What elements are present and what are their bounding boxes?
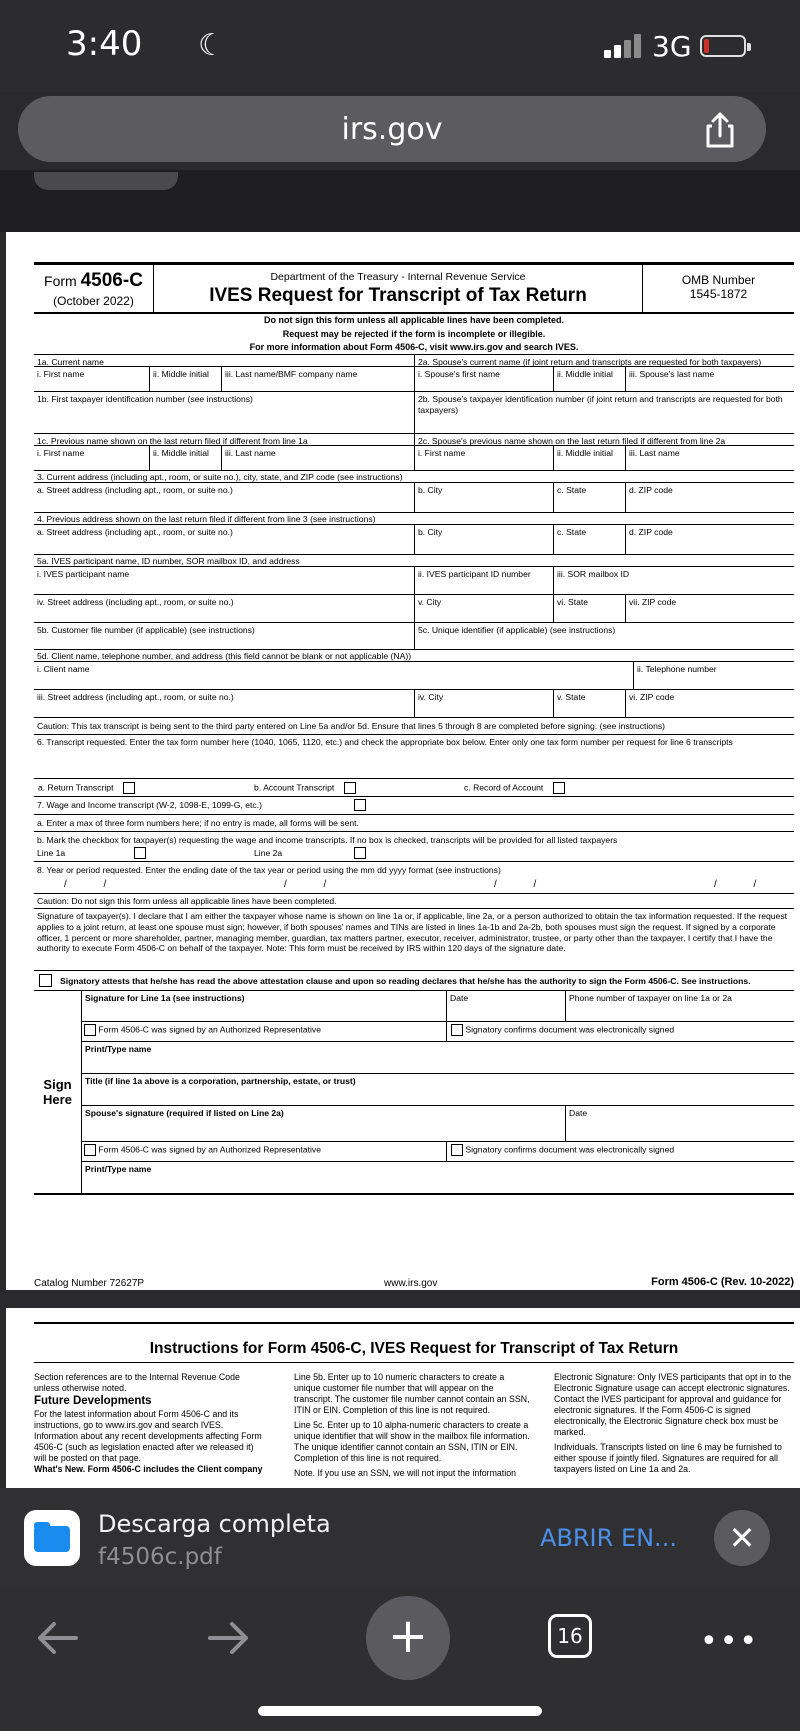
row-5a-fields bbox=[34, 567, 794, 595]
clock: 3:40 bbox=[66, 24, 143, 64]
label-auth-rep-1: Form 4506-C was signed by an Authorized Representative bbox=[98, 1024, 321, 1035]
row-1a-header bbox=[34, 355, 794, 367]
form-notes bbox=[34, 314, 794, 355]
row-spouse-sig bbox=[82, 1106, 794, 1142]
field-signature-1a[interactable]: Signature for Line 1a (see instructions) bbox=[82, 991, 447, 1021]
checkbox-7[interactable] bbox=[354, 799, 366, 811]
field-5a-street[interactable]: iv. Street address (including apt., room, or suite no.) bbox=[34, 595, 415, 622]
label-6b: b. Account Transcript bbox=[254, 782, 335, 793]
col1-para-2: For the latest information about Form 4506-C and its instructions, go to www.irs.gov and search IVES. Information about any recent developments affecting Form 4506-C (such as legislation enacted after we released it) will be posted on that page. bbox=[34, 1409, 262, 1463]
form-header bbox=[34, 262, 794, 314]
field-3-street[interactable]: a. Street address (including apt., room, or suite no.) bbox=[34, 483, 415, 512]
field-2c-middle-initial[interactable]: ii. Middle initial bbox=[554, 446, 626, 470]
year-period-slots-2[interactable]: / / bbox=[284, 879, 327, 890]
future-developments-heading: Future Developments bbox=[34, 1395, 152, 1407]
form-revision: (October 2022) bbox=[53, 294, 134, 308]
bottom-toolbar bbox=[0, 1588, 800, 1731]
label-1c: 1c. Previous name shown on the last return filed if different from line 1a bbox=[34, 434, 415, 445]
form-title-box bbox=[154, 265, 642, 312]
year-period-slots-3[interactable]: / / bbox=[494, 879, 537, 890]
row-auth-1 bbox=[82, 1022, 794, 1042]
col3-para-2: Individuals. Transcripts listed on line 6 may be furnished to either spouse if jointly filed. Signatures are required for all taxpayers listed on Line 1a and 2a. bbox=[554, 1442, 782, 1474]
field-5b-customer-file[interactable]: 5b. Customer file number (if applicable) (see instructions) bbox=[34, 623, 415, 649]
row-5d-address bbox=[34, 690, 794, 718]
row-1a-fields bbox=[34, 367, 794, 392]
signature-fields bbox=[82, 991, 794, 1195]
field-print-name-2[interactable]: Print/Type name bbox=[85, 1164, 152, 1174]
checkbox-esign-1[interactable] bbox=[451, 1024, 463, 1036]
row-auth-2 bbox=[82, 1142, 794, 1162]
row-5d-name bbox=[34, 662, 794, 690]
col3-para-1: Electronic Signature: Only IVES participants that opt in to the Electronic Signature usage can accept electronic signatures. Contact the IVES participant for approval and guidance for electronic signatures. If the Form 4506-C is signed electronically, the Electronic Signature check box must be marked. bbox=[554, 1372, 792, 1437]
checkbox-6a[interactable] bbox=[123, 782, 135, 794]
note-3: For more information about Form 4506-C, visit www.irs.gov and search IVES. bbox=[249, 342, 579, 352]
signal-strength-icon bbox=[604, 34, 642, 58]
label-5a: 5a. IVES participant name, ID number, SOR mailbox ID, and address bbox=[34, 555, 794, 567]
label-esign-2: Signatory confirms document was electronically signed bbox=[465, 1144, 675, 1155]
row-7 bbox=[34, 797, 794, 815]
checkbox-6c[interactable] bbox=[553, 782, 565, 794]
download-filename: f4506c.pdf bbox=[98, 1544, 222, 1570]
field-5d-street[interactable]: iii. Street address (including apt., room, or suite no.) bbox=[34, 690, 415, 717]
col2-para-1: Line 5b. Enter up to 10 numeric characters to create a unique customer file number that will appear on the transcript. The customer file number cannot contain an SSN, ITIN or EIN. Completion of this line is not required. bbox=[294, 1372, 530, 1415]
col2-para-3: Note. If you use an SSN, we will not input the information bbox=[294, 1468, 516, 1478]
year-period-slots-1[interactable]: / / bbox=[64, 879, 107, 890]
form-title: IVES Request for Transcript of Tax Return bbox=[209, 285, 587, 306]
field-4-state[interactable]: c. State bbox=[554, 525, 626, 554]
field-5d-zip[interactable]: vi. ZIP code bbox=[629, 692, 675, 702]
label-2c: 2c. Spouse's previous name shown on the last return filed if different from line 2a bbox=[418, 436, 726, 445]
field-1a-first-name[interactable]: i. First name bbox=[34, 367, 150, 391]
field-5d-state[interactable]: v. State bbox=[554, 690, 626, 717]
checkbox-attest[interactable] bbox=[39, 974, 52, 987]
field-2b-tin[interactable]: 2b. Spouse's taxpayer identification number (if joint return and transcripts are requested for both taxpayers) bbox=[418, 394, 783, 415]
checkbox-line-1a[interactable] bbox=[134, 847, 146, 859]
field-1c-last-name[interactable]: iii. Last name bbox=[222, 446, 415, 470]
note-1: Do not sign this form unless all applicable lines have been completed. bbox=[263, 315, 565, 325]
focus-moon-icon: ☾ bbox=[198, 29, 225, 62]
col1-para-3: What's New. Form 4506-C includes the Client company bbox=[34, 1464, 263, 1474]
tabs-button[interactable]: 16 bbox=[548, 1614, 592, 1658]
checkbox-6b[interactable] bbox=[344, 782, 356, 794]
page-gap bbox=[0, 1290, 800, 1308]
open-in-button[interactable]: ABRIR EN... bbox=[540, 1524, 677, 1552]
row-sig-1a bbox=[82, 991, 794, 1022]
field-3-zip[interactable]: d. ZIP code bbox=[629, 485, 673, 495]
omb-label: OMB Number bbox=[681, 273, 756, 287]
sign-here-label bbox=[34, 991, 82, 1193]
col1-para-1: Section references are to the Internal Revenue Code unless otherwise noted. bbox=[34, 1372, 240, 1393]
label-7b: b. Mark the checkbox for taxpayer(s) requesting the wage and income transcripts. If no box is checked, transcripts will be provided for all listed taxpayers bbox=[37, 835, 618, 845]
instructions-title: Instructions for Form 4506-C, IVES Request for Transcript of Tax Return bbox=[149, 1340, 679, 1357]
field-5a-city[interactable]: v. City bbox=[415, 595, 554, 622]
field-7a[interactable]: a. Enter a max of three form numbers here; if no entry is made, all forms will be sent. bbox=[34, 815, 794, 832]
row-5a-address bbox=[34, 595, 794, 623]
omb-box bbox=[642, 265, 794, 312]
field-5c-unique-id[interactable]: 5c. Unique identifier (if applicable) (see instructions) bbox=[418, 625, 616, 635]
option-record-of-account[interactable] bbox=[464, 782, 565, 794]
field-title[interactable]: Title (if line 1a above is a corporation, partnership, estate, or trust) bbox=[82, 1074, 794, 1106]
page2-title-rule bbox=[34, 1362, 794, 1363]
pdf-page-1 bbox=[6, 232, 800, 1290]
label-7: 7. Wage and Income transcript (W-2, 1098-E, 1099-G, etc.) bbox=[37, 800, 262, 810]
footer-website: www.irs.gov bbox=[384, 1278, 438, 1289]
catalog-number: Catalog Number 72627P bbox=[34, 1278, 145, 1289]
battery-icon bbox=[700, 35, 746, 57]
download-banner bbox=[0, 1488, 800, 1588]
label-3: 3. Current address (including apt., room, or suite no.), city, state, and ZIP code (see instructions) bbox=[34, 471, 794, 483]
pull-handle bbox=[34, 172, 178, 190]
status-bar bbox=[0, 0, 800, 92]
instructions-col-3 bbox=[554, 1372, 794, 1475]
option-return-transcript[interactable] bbox=[38, 782, 135, 794]
label-5d: 5d. Client name, telephone number, and address (this field cannot be blank or not applicable (NA)) bbox=[34, 650, 794, 662]
field-5a-participant-id[interactable]: ii. IVES participant ID number bbox=[415, 567, 554, 594]
field-4-zip[interactable]: d. ZIP code bbox=[629, 527, 673, 537]
field-2a-first-name[interactable]: i. Spouse's first name bbox=[415, 367, 554, 391]
field-2a-middle-initial[interactable]: ii. Middle initial bbox=[554, 367, 626, 391]
label-4: 4. Previous address shown on the last return filed if different from line 3 (see instructions) bbox=[34, 513, 794, 525]
row-8 bbox=[34, 862, 794, 894]
field-5d-city[interactable]: iv. City bbox=[415, 690, 554, 717]
field-print-name-1[interactable]: Print/Type name bbox=[82, 1042, 794, 1074]
new-tab-plus-icon[interactable]: + bbox=[366, 1596, 450, 1680]
download-title: Descarga completa bbox=[98, 1510, 331, 1538]
option-auth-rep-1[interactable] bbox=[82, 1022, 447, 1041]
row-3-fields bbox=[34, 483, 794, 513]
field-5a-zip[interactable]: vii. ZIP code bbox=[629, 597, 677, 607]
label-line-1a: Line 1a bbox=[37, 848, 66, 858]
row-1c-fields bbox=[34, 446, 794, 471]
forward-arrow-icon[interactable] bbox=[198, 1608, 258, 1668]
field-1c-middle-initial[interactable]: ii. Middle initial bbox=[150, 446, 222, 470]
field-spouse-signature[interactable]: Spouse's signature (required if listed on Line 2a) bbox=[82, 1106, 566, 1141]
field-3-state[interactable]: c. State bbox=[554, 483, 626, 512]
caution-line-5: Caution: This tax transcript is being sent to the third party entered on Line 5a and/or 5d. Ensure that lines 5 through 8 are completed before signing. (see instructions) bbox=[34, 718, 794, 735]
address-bar[interactable] bbox=[18, 96, 766, 162]
form-number-box bbox=[34, 265, 154, 312]
form-label: Form bbox=[44, 273, 77, 289]
year-period-slots-4[interactable]: / / bbox=[714, 879, 757, 890]
label-1a: 1a. Current name bbox=[34, 355, 415, 366]
checkbox-line-2a[interactable] bbox=[354, 847, 366, 859]
caution-sign: Caution: Do not sign this form unless all applicable lines have been completed. bbox=[34, 894, 794, 909]
option-esign-1[interactable] bbox=[447, 1022, 794, 1041]
sign-here-text: Sign Here bbox=[43, 1077, 72, 1107]
form-number: 4506-C bbox=[80, 270, 143, 291]
label-6c: c. Record of Account bbox=[464, 782, 544, 793]
attest-text: Signatory attests that he/she has read the above attestation clause and upon so reading declares that he/she has the authority to sign the Form 4506-C. See instructions. bbox=[60, 976, 751, 986]
close-icon[interactable]: ✕ bbox=[714, 1510, 770, 1566]
note-2: Request may be rejected if the form is incomplete or illegible. bbox=[282, 328, 546, 339]
omb-number: 1545-1872 bbox=[689, 287, 748, 301]
more-options-icon[interactable]: ••• bbox=[700, 1624, 760, 1659]
field-5d-telephone[interactable]: ii. Telephone number bbox=[637, 664, 717, 674]
home-indicator bbox=[258, 1706, 542, 1716]
checkbox-esign-2[interactable] bbox=[451, 1144, 463, 1156]
label-auth-rep-2: Form 4506-C was signed by an Authorized Representative bbox=[98, 1144, 321, 1155]
col2-para-2: Line 5c. Enter up to 10 alpha-numeric characters to create a unique identifier that will show in the mailbox file information. The unique identifier cannot contain an SSN, ITIN or EIN. Completion of this line is not required. bbox=[294, 1420, 530, 1463]
checkbox-auth-rep-2[interactable] bbox=[84, 1144, 96, 1156]
field-5a-sor-mailbox[interactable]: iii. SOR mailbox ID bbox=[557, 569, 630, 579]
field-5d-client-name[interactable]: i. Client name bbox=[34, 662, 634, 689]
field-2c-first-name[interactable]: i. First name bbox=[415, 446, 554, 470]
instructions-col-1 bbox=[34, 1372, 266, 1475]
field-date-1[interactable]: Date bbox=[447, 991, 566, 1021]
field-4-street[interactable]: a. Street address (including apt., room, or suite no.) bbox=[34, 525, 415, 554]
row-1b bbox=[34, 392, 794, 434]
share-icon[interactable] bbox=[700, 110, 740, 150]
option-auth-rep-2[interactable] bbox=[82, 1142, 447, 1161]
field-6-transcript[interactable]: 6. Transcript requested. Enter the tax form number here (1040, 1065, 1120, etc.) and check the appropriate box below. Enter only one tax form number per request for line 6 transcripts bbox=[34, 735, 794, 779]
row-attest bbox=[34, 971, 794, 991]
row-1c-header bbox=[34, 434, 794, 446]
field-3-city[interactable]: b. City bbox=[415, 483, 554, 512]
label-8: 8. Year or period requested. Enter the ending date of the tax year or period using the mm dd yyyy format (see instructions) bbox=[37, 865, 501, 875]
network-type: 3G bbox=[652, 30, 692, 63]
field-5a-state[interactable]: vi. State bbox=[554, 595, 626, 622]
pdf-page-2 bbox=[6, 1308, 800, 1488]
department: Department of the Treasury - Internal Revenue Service bbox=[270, 271, 526, 283]
checkbox-auth-rep-1[interactable] bbox=[84, 1024, 96, 1036]
field-1c-first-name[interactable]: i. First name bbox=[34, 446, 150, 470]
form-grid bbox=[34, 354, 794, 1195]
footer-form: Form 4506-C (Rev. 10-2022) bbox=[651, 1276, 794, 1288]
field-1a-middle-initial[interactable]: ii. Middle initial bbox=[150, 367, 222, 391]
field-phone[interactable]: Phone number of taxpayer on line 1a or 2a bbox=[569, 993, 732, 1003]
option-esign-2[interactable] bbox=[447, 1142, 794, 1161]
field-5a-participant-name[interactable]: i. IVES participant name bbox=[34, 567, 415, 594]
label-6a: a. Return Transcript bbox=[38, 782, 114, 793]
field-2a-last-name[interactable]: iii. Spouse's last name bbox=[629, 369, 715, 379]
url-text[interactable]: irs.gov bbox=[341, 112, 443, 147]
back-arrow-icon[interactable] bbox=[28, 1608, 88, 1668]
row-5b-5c bbox=[34, 623, 794, 650]
field-1a-last-name[interactable]: iii. Last name/BMF company name bbox=[222, 367, 415, 391]
files-folder-icon bbox=[24, 1510, 80, 1566]
option-account-transcript[interactable] bbox=[254, 782, 356, 794]
sign-here-section bbox=[34, 991, 794, 1195]
label-line-2a: Line 2a bbox=[254, 848, 283, 858]
row-4-fields bbox=[34, 525, 794, 555]
signature-declaration: Signature of taxpayer(s). I declare that I am either the taxpayer whose name is shown on line 1a or, if applicable, line 2a, or a person authorized to obtain the tax information requested. If the request applies to a joint return, at least one spouse must sign; however, if both spouses' names and TINs are listed in lines 1a-1b and 2a-2b, both spouses must sign the request. If signed by a corporate officer, 1 percent or more shareholder, partner, managing member, guardian, tax matters partner, executor, receiver, administrator, trustee, or party other than the taxpayer, I certify that I have the authority to execute Form 4506-C on behalf of the taxpayer. Note: This form must be received by IRS within 120 days of the signature date. bbox=[34, 909, 794, 971]
field-2c-last-name[interactable]: iii. Last name bbox=[629, 448, 680, 458]
row-7b bbox=[34, 832, 794, 862]
page2-top-rule bbox=[34, 1322, 794, 1324]
field-1b-tin[interactable]: 1b. First taxpayer identification number (see instructions) bbox=[34, 392, 415, 433]
instructions-col-2 bbox=[294, 1372, 532, 1479]
label-2a: 2a. Spouse's current name (if joint return and transcripts are requested for both taxpayers) bbox=[418, 357, 762, 366]
label-esign-1: Signatory confirms document was electronically signed bbox=[465, 1024, 675, 1035]
field-date-2[interactable]: Date bbox=[569, 1108, 588, 1118]
field-4-city[interactable]: b. City bbox=[415, 525, 554, 554]
form-4506c bbox=[34, 262, 794, 1289]
row-6-options bbox=[34, 779, 794, 797]
